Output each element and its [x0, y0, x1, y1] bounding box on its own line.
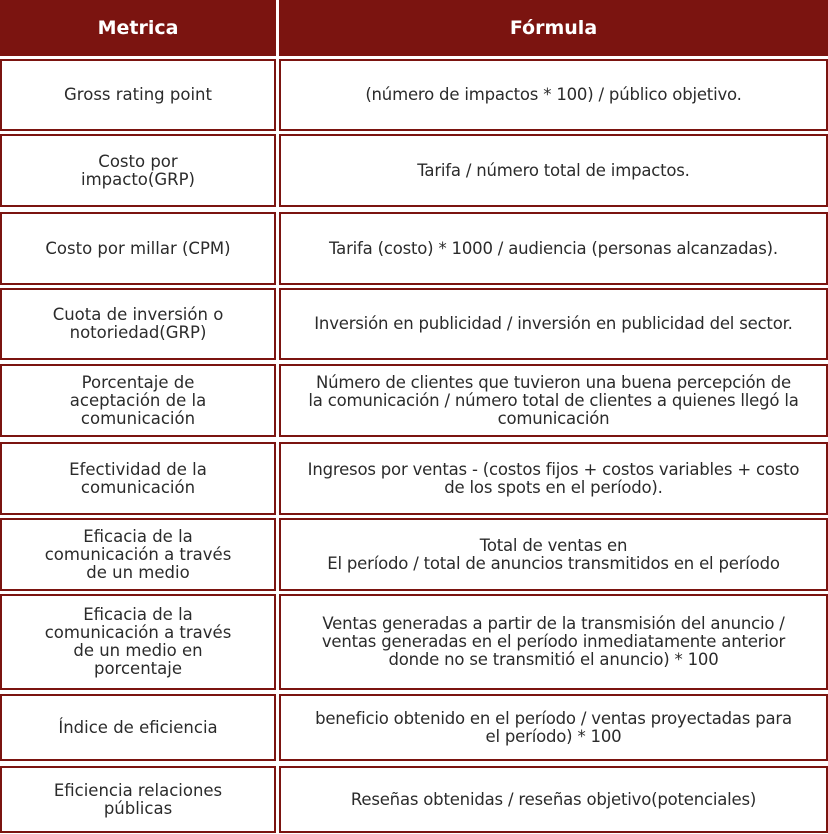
header-metric-label: Metrica: [97, 17, 179, 39]
formula-cell: [279, 212, 828, 285]
formula-cell: [279, 364, 828, 437]
metric-cell: [0, 518, 276, 591]
formula-text: beneficio obtenido en el período / ventas proyectadas para el período) * 100: [315, 708, 792, 746]
header-metric: [0, 0, 276, 56]
header-formula: [279, 0, 828, 56]
formula-text: Reseñas obtenidas / reseñas objetivo(potenciales): [350, 789, 757, 809]
header-formula-label: Fórmula: [509, 17, 598, 39]
metric-cell: [0, 134, 276, 207]
formula-text: Total de ventas en El período / total de anuncios transmitidos en el período: [327, 535, 780, 573]
metric-label: Eficacia de la comunicación a través de un medio en porcentaje: [44, 605, 232, 678]
metric-label: Eficacia de la comunicación a través de un medio: [44, 526, 232, 582]
formula-text: (número de impactos * 100) / público objetivo.: [365, 85, 742, 104]
formula-cell: [279, 59, 828, 131]
formula-text: Tarifa (costo) * 1000 / audiencia (personas alcanzadas).: [329, 238, 778, 258]
formula-text: Número de clientes que tuvieron una buena percepción de la comunicación / número total de clientes a quienes llegó la comunicación: [308, 372, 799, 428]
formula-text: Ingresos por ventas - (costos fijos + costos variables + costo de los spots en el período).: [307, 459, 800, 497]
metric-cell: [0, 766, 276, 833]
metric-label: Costo por impacto(GRP): [81, 151, 195, 189]
formula-cell: [279, 518, 828, 591]
metric-label: Índice de eficiencia: [58, 717, 218, 737]
metric-cell: [0, 59, 276, 131]
metric-cell: [0, 288, 276, 360]
metric-label: Efectividad de la comunicación: [69, 459, 207, 497]
formula-cell: [279, 442, 828, 515]
metric-cell: [0, 212, 276, 285]
formula-text: Inversión en publicidad / inversión en publicidad del sector.: [314, 314, 793, 333]
formula-cell: [279, 134, 828, 207]
metric-label: Gross rating point: [64, 85, 212, 104]
formula-text: Tarifa / número total de impactos.: [417, 160, 690, 180]
formula-cell: [279, 694, 828, 761]
metric-cell: [0, 694, 276, 761]
formula-text: Ventas generadas a partir de la transmisión del anuncio / ventas generadas en el período inmediatamente anterior donde no se transmitió el anuncio) * 100: [321, 614, 786, 669]
metric-cell: [0, 364, 276, 437]
formula-cell: [279, 594, 828, 690]
metric-label: Porcentaje de aceptación de la comunicación: [69, 372, 207, 428]
metric-label: Costo por millar (CPM): [45, 238, 231, 258]
formula-cell: [279, 288, 828, 360]
metric-cell: [0, 442, 276, 515]
formula-cell: [279, 766, 828, 833]
metric-label: Eficiencia relaciones públicas: [53, 780, 223, 818]
metric-cell: [0, 594, 276, 690]
metric-label: Cuota de inversión o notoriedad(GRP): [52, 305, 224, 342]
